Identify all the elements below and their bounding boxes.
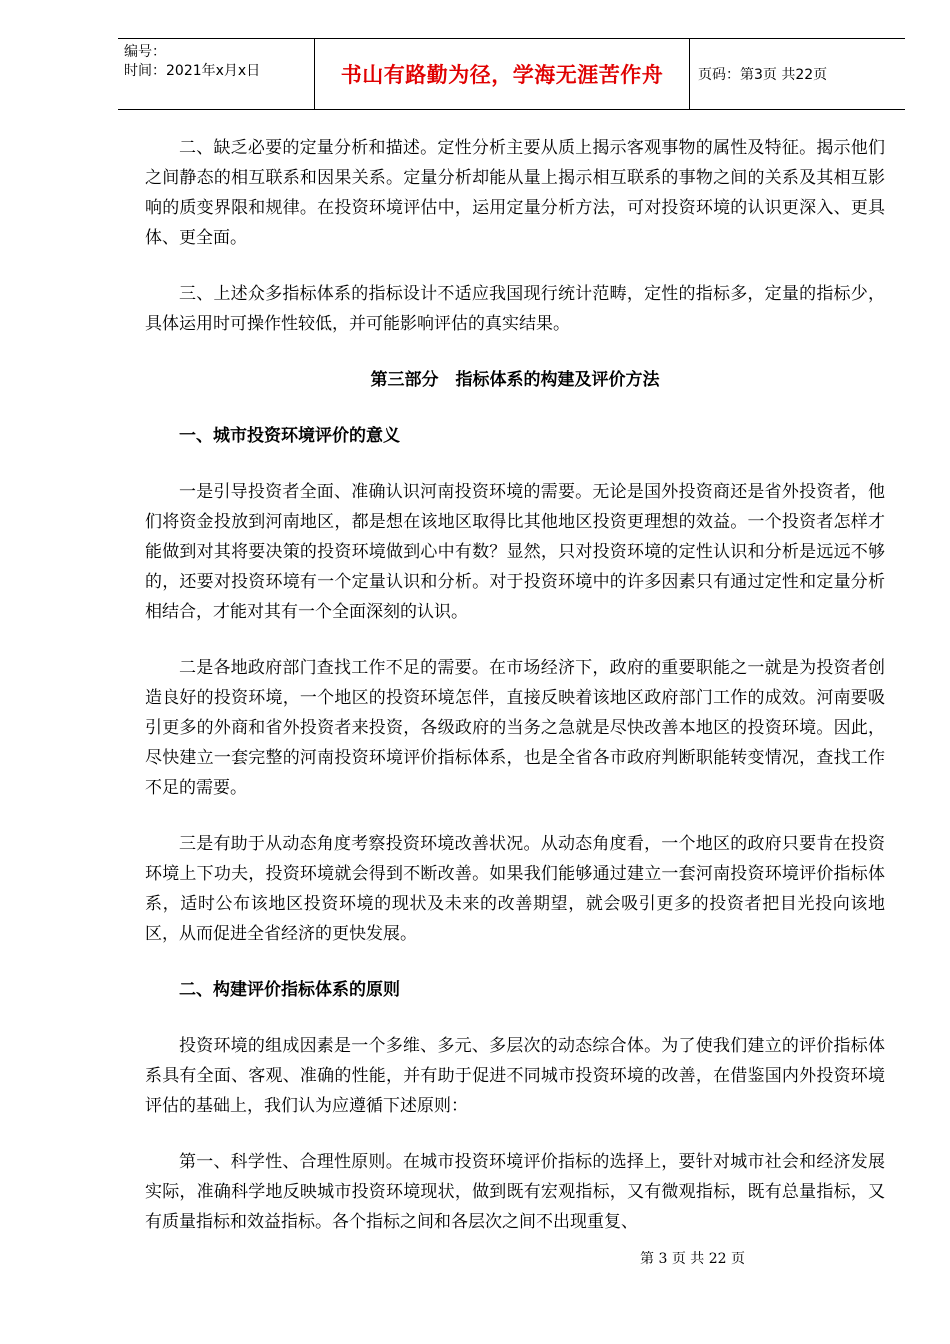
header-page-info: 页码：第3页 共22页 (698, 67, 828, 83)
part-title: 第三部分 指标体系的构建及评价方法 (370, 370, 660, 390)
paragraph: 三是有助于从动态角度考察投资环境改善状况。从动态角度看，一个地区的政府只要肯在投资环境上下功夫，投资环境就会得到不断改善。如果我们能够通过建立一套河南投资环境评价指标体系，适时公布该地区投资环境的现状及未来的改善期望，就会吸引更多的投资者把目光投向该地区，从而促进全省经济的更快发展。 (145, 834, 885, 944)
paragraph: 二、缺乏必要的定量分析和描述。定性分析主要从质上揭示客观事物的属性及特征。揭示他们之间静态的相互联系和因果关系。定量分析却能从量上揭示相互联系的事物之间的关系及其相互影响的质变界限和规律。在投资环境评估中，运用定量分析方法，可对投资环境的认识更深入、更具体、更全面。 (145, 138, 885, 248)
section-title: 一、城市投资环境评价的意义 (179, 426, 400, 446)
header-meta (118, 39, 314, 109)
time-label: 时间：2021年x月x日 (124, 63, 261, 79)
number-label: 编号： (124, 44, 166, 60)
section-title: 二、构建评价指标体系的原则 (179, 980, 400, 1000)
paragraph: 二是各地政府部门查找工作不足的需要。在市场经济下，政府的重要职能之一就是为投资者创造良好的投资环境，一个地区的投资环境怎伴，直接反映着该地区政府部门工作的成效。河南要吸引更多的外商和省外投资者来投资，各级政府的当务之急就是尽快改善本地区的投资环境。因此，尽快建立一套完整的河南投资环境评价指标体系，也是全省各市政府判断职能转变情况，查找工作不足的需要。 (145, 658, 885, 798)
paragraph: 一是引导投资者全面、准确认识河南投资环境的需要。无论是国外投资商还是省外投资者，他们将资金投放到河南地区，都是想在该地区取得比其他地区投资更理想的效益。一个投资者怎样才能做到对其将要决策的投资环境做到心中有数？显然，只对投资环境的定性认识和分析是远远不够的，还要对投资环境有一个定量认识和分析。对于投资环境中的许多因素只有通过定性和定量分析相结合，才能对其有一个全面深刻的认识。 (145, 482, 885, 622)
header-motto: 书山有路勤为径，学海无涯苦作舟 (314, 39, 690, 109)
paragraph: 三、上述众多指标体系的指标设计不适应我国现行统计范畴，定性的指标多，定量的指标少，具体运用时可操作性较低，并可能影响评估的真实结果。 (145, 284, 885, 334)
page-footer: 第 3 页 共 22 页 (640, 1251, 745, 1267)
paragraph: 第一、科学性、合理性原则。在城市投资环境评价指标的选择上，要针对城市社会和经济发展实际，准确科学地反映城市投资环境现状，做到既有宏观指标，又有微观指标，既有总量指标，又有质量指标和效益指标。各个指标之间和各层次之间不出现重复、 (145, 1152, 885, 1232)
document-body (145, 133, 885, 1263)
paragraph: 投资环境的组成因素是一个多维、多元、多层次的动态综合体。为了使我们建立的评价指标体系具有全面、客观、准确的性能，并有助于促进不同城市投资环境的改善，在借鉴国内外投资环境评估的基础上，我们认为应遵循下述原则： (145, 1036, 885, 1116)
page-header (118, 38, 905, 110)
